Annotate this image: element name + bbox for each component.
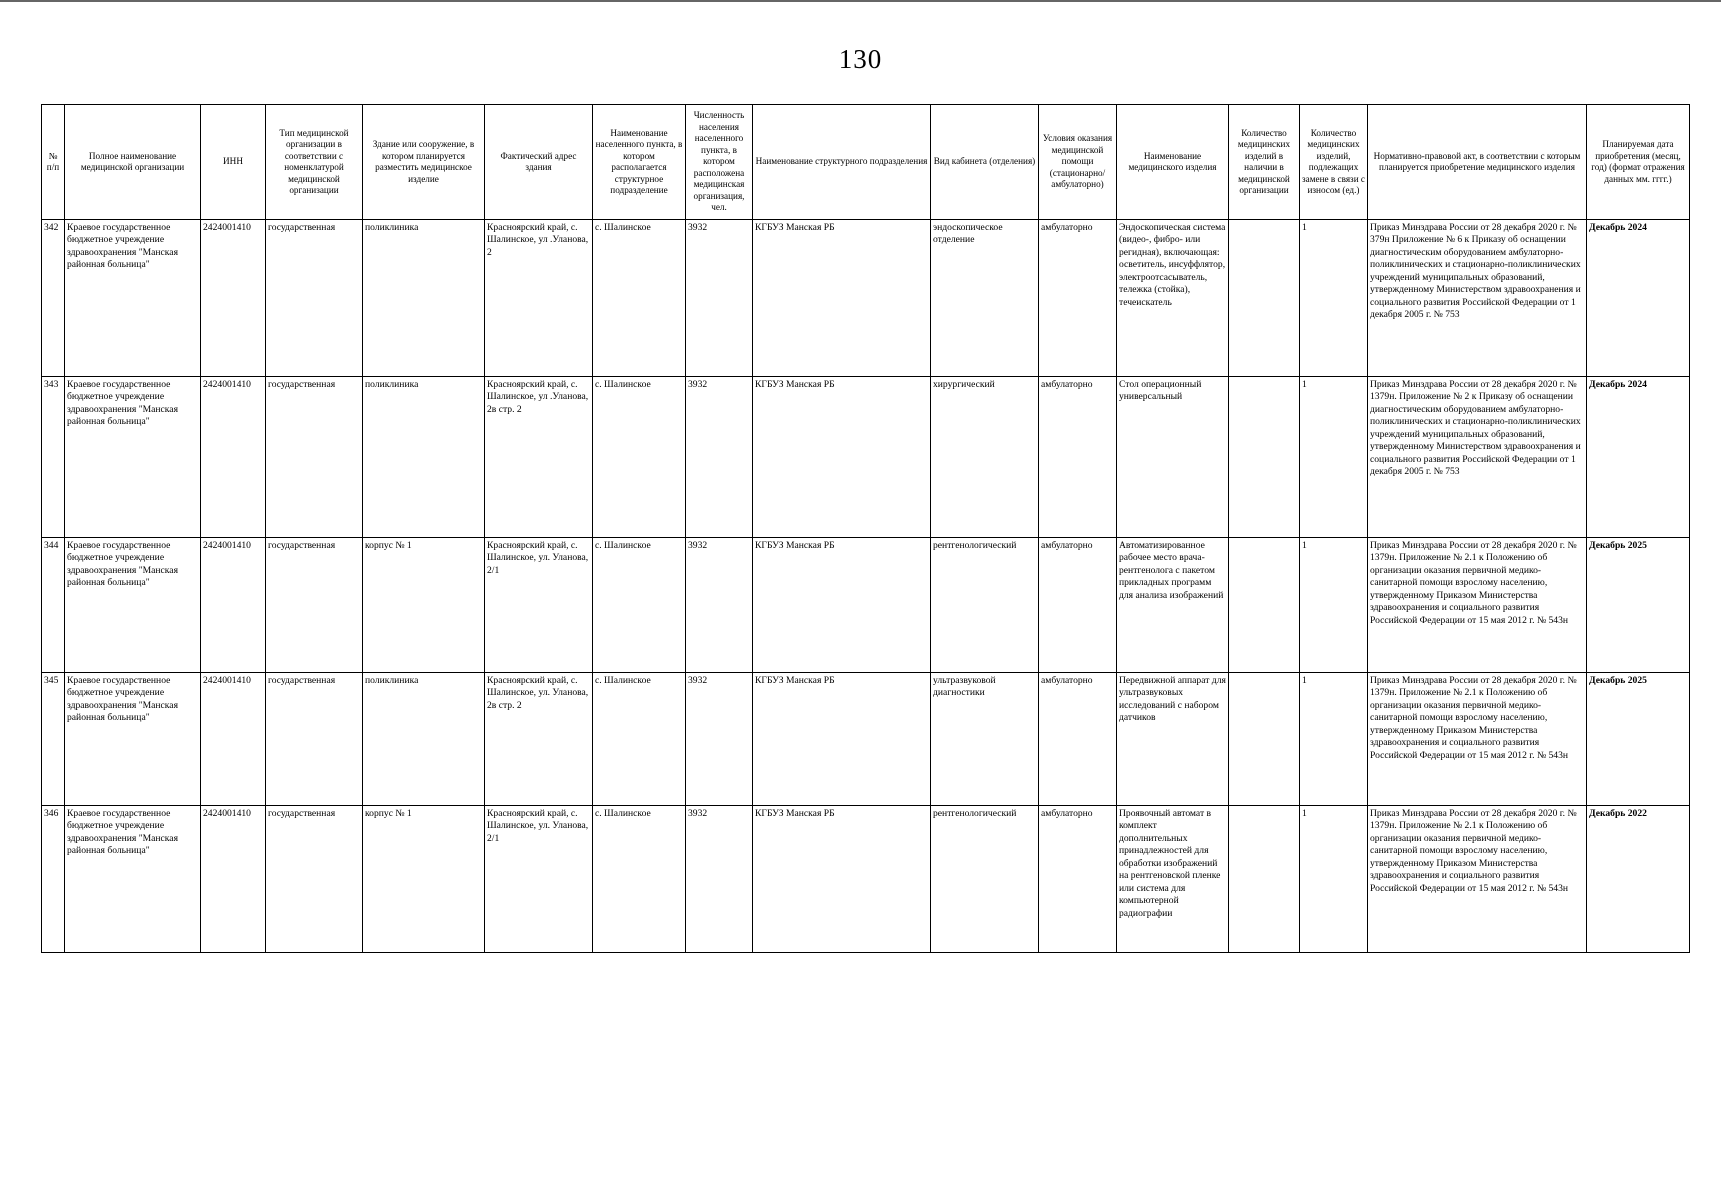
cell-address: Красноярский край, с. Шалинское, ул. Уланова, 2/1 — [485, 806, 593, 953]
header-num: № п/п — [42, 105, 65, 220]
cell-unit: КГБУЗ Манская РБ — [753, 673, 931, 806]
header-inn: ИНН — [201, 105, 266, 220]
cell-num: 346 — [42, 806, 65, 953]
cell-cabinet: ультразвуковой диагностики — [931, 673, 1039, 806]
cell-legal-act: Приказ Минздрава России от 28 декабря 2020 г. № 1379н. Приложение № 2.1 к Положению об организации оказания первичной медико-санитарной помощи взрослому населению, утвержденному Приказом Министерства здравоохранения и социального развития Российской Федерации от 15 мая 2012 г. № 543н — [1368, 538, 1587, 673]
cell-device: Автоматизированное рабочее место врача-рентгенолога с пакетом прикладных программ для анализа изображений — [1117, 538, 1229, 673]
cell-address: Красноярский край, с. Шалинское, ул. Уланова, 2в стр. 2 — [485, 673, 593, 806]
cell-date: Декабрь 2025 — [1587, 538, 1690, 673]
cell-qty-available — [1229, 220, 1300, 377]
cell-inn: 2424001410 — [201, 377, 266, 538]
cell-inn: 2424001410 — [201, 806, 266, 953]
cell-inn: 2424001410 — [201, 538, 266, 673]
cell-org-type: государственная — [266, 538, 363, 673]
cell-building: поликлиника — [363, 673, 485, 806]
cell-device: Проявочный автомат в комплект дополнительных принадлежностей для обработки изображений на рентгеновской пленке или система для компьютерной радиографии — [1117, 806, 1229, 953]
cell-date: Декабрь 2024 — [1587, 377, 1690, 538]
cell-cabinet: эндоскопическое отделение — [931, 220, 1039, 377]
header-cabinet: Вид кабинета (отделения) — [931, 105, 1039, 220]
cell-qty-available — [1229, 377, 1300, 538]
cell-conditions: амбулаторно — [1039, 538, 1117, 673]
cell-qty-available — [1229, 806, 1300, 953]
cell-legal-act: Приказ Минздрава России от 28 декабря 2020 г. № 379н Приложение № 6 к Приказу об оснащении диагностическим оборудованием амбулаторно-поликлинических и стационарно-поликлинических учреждений муниципальных образований, утвержденному Министерством здравоохранения и социального развития Российской Федерации от 1 декабря 2005 г. № 753 — [1368, 220, 1587, 377]
cell-qty-replace: 1 — [1300, 377, 1368, 538]
cell-qty-available — [1229, 538, 1300, 673]
cell-qty-available — [1229, 673, 1300, 806]
table-row — [42, 377, 1690, 538]
cell-date: Декабрь 2024 — [1587, 220, 1690, 377]
table-row — [42, 220, 1690, 377]
cell-date: Декабрь 2022 — [1587, 806, 1690, 953]
cell-org-name: Краевое государственное бюджетное учреждение здравоохранения "Манская районная больница" — [65, 538, 201, 673]
table-row — [42, 806, 1690, 953]
cell-population: 3932 — [686, 806, 753, 953]
cell-settlement: с. Шалинское — [593, 538, 686, 673]
cell-num: 342 — [42, 220, 65, 377]
cell-conditions: амбулаторно — [1039, 220, 1117, 377]
cell-inn: 2424001410 — [201, 220, 266, 377]
header-settlement: Наименование населенного пункта, в котором располагается структурное подразделение — [593, 105, 686, 220]
cell-conditions: амбулаторно — [1039, 806, 1117, 953]
cell-device: Эндоскопическая система (видео-, фибро- или регидная), включающая: осветитель, инсуффлятор, электроотсасыватель, тележка (стойка), течеискатель — [1117, 220, 1229, 377]
cell-legal-act: Приказ Минздрава России от 28 декабря 2020 г. № 1379н. Приложение № 2.1 к Положению об организации оказания первичной медико-санитарной помощи взрослому населению, утвержденному Приказом Министерства здравоохранения и социального развития Российской Федерации от 15 мая 2012 г. № 543н — [1368, 806, 1587, 953]
cell-qty-replace: 1 — [1300, 220, 1368, 377]
cell-settlement: с. Шалинское — [593, 806, 686, 953]
cell-conditions: амбулаторно — [1039, 377, 1117, 538]
header-population: Численность населения населенного пункта, в котором расположена медицинская организация, чел. — [686, 105, 753, 220]
cell-org-type: государственная — [266, 673, 363, 806]
cell-legal-act: Приказ Минздрава России от 28 декабря 2020 г. № 1379н. Приложение № 2 к Приказу об оснащении диагностическим оборудованием амбулаторно-поликлинических и стационарно-поликлинических учреждений муниципальных образований, утвержденному Министерством здравоохранения и социального развития Российской Федерации от 1 декабря 2005 г. № 753 — [1368, 377, 1587, 538]
header-conditions: Условия оказания медицинской помощи (стационарно/ амбулаторно) — [1039, 105, 1117, 220]
cell-cabinet: хирургический — [931, 377, 1039, 538]
cell-population: 3932 — [686, 538, 753, 673]
cell-conditions: амбулаторно — [1039, 673, 1117, 806]
cell-num: 345 — [42, 673, 65, 806]
header-org-name: Полное наименование медицинской организации — [65, 105, 201, 220]
cell-population: 3932 — [686, 220, 753, 377]
cell-building: поликлиника — [363, 377, 485, 538]
cell-settlement: с. Шалинское — [593, 377, 686, 538]
table-row — [42, 673, 1690, 806]
cell-num: 343 — [42, 377, 65, 538]
cell-address: Красноярский край, с. Шалинское, ул .Уланова, 2 — [485, 220, 593, 377]
cell-building: корпус № 1 — [363, 538, 485, 673]
header-legal-act: Нормативно-правовой акт, в соответствии с которым планируется приобретение медицинского изделия — [1368, 105, 1587, 220]
header-qty-replace: Количество медицинских изделий, подлежащих замене в связи с износом (ед.) — [1300, 105, 1368, 220]
cell-qty-replace: 1 — [1300, 673, 1368, 806]
cell-population: 3932 — [686, 673, 753, 806]
cell-device: Стол операционный универсальный — [1117, 377, 1229, 538]
cell-qty-replace: 1 — [1300, 538, 1368, 673]
header-qty-available: Количество медицинских изделий в наличии в медицинской организации — [1229, 105, 1300, 220]
cell-org-name: Краевое государственное бюджетное учреждение здравоохранения "Манская районная больница" — [65, 220, 201, 377]
header-date: Планируемая дата приобретения (месяц, год) (формат отражения данных мм. гггг.) — [1587, 105, 1690, 220]
cell-unit: КГБУЗ Манская РБ — [753, 220, 931, 377]
cell-org-name: Краевое государственное бюджетное учреждение здравоохранения "Манская районная больница" — [65, 673, 201, 806]
equipment-table — [41, 104, 1690, 953]
cell-settlement: с. Шалинское — [593, 220, 686, 377]
cell-unit: КГБУЗ Манская РБ — [753, 806, 931, 953]
cell-address: Красноярский край, с. Шалинское, ул. Уланова, 2/1 — [485, 538, 593, 673]
cell-org-type: государственная — [266, 220, 363, 377]
cell-building: корпус № 1 — [363, 806, 485, 953]
cell-device: Передвижной аппарат для ультразвуковых исследований с набором датчиков — [1117, 673, 1229, 806]
cell-cabinet: рентгенологический — [931, 538, 1039, 673]
cell-settlement: с. Шалинское — [593, 673, 686, 806]
cell-unit: КГБУЗ Манская РБ — [753, 377, 931, 538]
cell-org-type: государственная — [266, 377, 363, 538]
table-header-row — [42, 105, 1690, 220]
header-unit: Наименование структурного подразделения — [753, 105, 931, 220]
table-row — [42, 538, 1690, 673]
cell-address: Красноярский край, с. Шалинское, ул .Уланова, 2в стр. 2 — [485, 377, 593, 538]
header-building: Здание или сооружение, в котором планируется разместить медицинское изделие — [363, 105, 485, 220]
cell-unit: КГБУЗ Манская РБ — [753, 538, 931, 673]
cell-num: 344 — [42, 538, 65, 673]
header-device: Наименование медицинского изделия — [1117, 105, 1229, 220]
cell-population: 3932 — [686, 377, 753, 538]
cell-org-name: Краевое государственное бюджетное учреждение здравоохранения "Манская районная больница" — [65, 377, 201, 538]
cell-cabinet: рентгенологический — [931, 806, 1039, 953]
cell-building: поликлиника — [363, 220, 485, 377]
cell-date: Декабрь 2025 — [1587, 673, 1690, 806]
cell-org-type: государственная — [266, 806, 363, 953]
cell-qty-replace: 1 — [1300, 806, 1368, 953]
page-number: 130 — [838, 44, 883, 74]
header-address: Фактический адрес здания — [485, 105, 593, 220]
scan-top-edge — [0, 0, 1721, 2]
cell-org-name: Краевое государственное бюджетное учреждение здравоохранения "Манская районная больница" — [65, 806, 201, 953]
header-org-type: Тип медицинской организации в соответствии с номенклатурой медицинской организации — [266, 105, 363, 220]
cell-inn: 2424001410 — [201, 673, 266, 806]
cell-legal-act: Приказ Минздрава России от 28 декабря 2020 г. № 1379н. Приложение № 2.1 к Положению об организации оказания первичной медико-санитарной помощи взрослому населению, утвержденному Приказом Министерства здравоохранения и социального развития Российской Федерации от 15 мая 2012 г. № 543н — [1368, 673, 1587, 806]
